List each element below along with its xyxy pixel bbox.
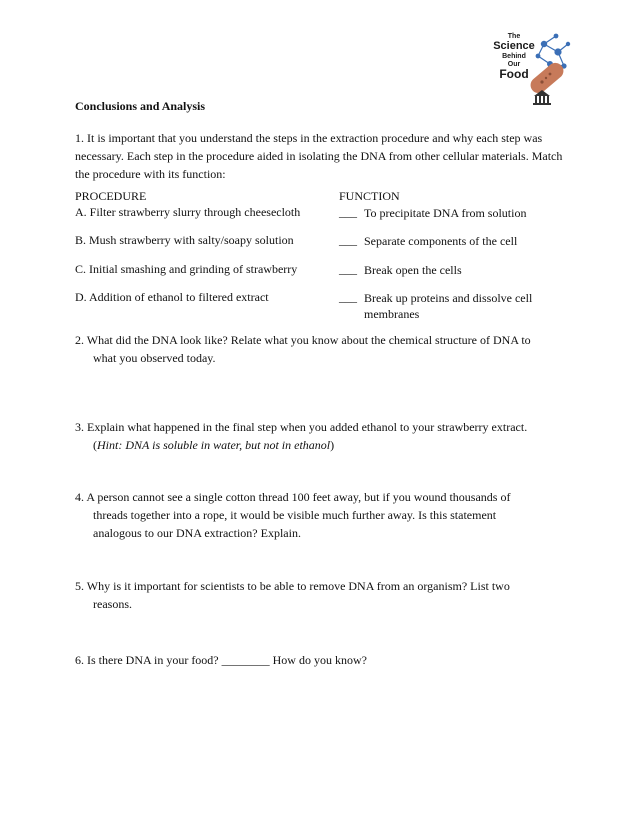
question-4-line-3: analogous to our DNA extraction? Explain. [93, 526, 301, 540]
logo-text-1: The [507, 33, 521, 40]
function-row-1 [339, 205, 574, 221]
function-text: To precipitate DNA from solution [364, 206, 527, 220]
procedure-b: B. Mush strawberry with salty/soapy solution [75, 233, 294, 247]
science-behind-our-food-logo [484, 22, 576, 114]
question-4 [75, 488, 575, 542]
hint-open-paren: ( [93, 438, 97, 452]
function-header: FUNCTION [339, 189, 400, 203]
answer-blank[interactable]: ___ [339, 233, 357, 247]
question-1-text: 1. It is important that you understand the steps in the extraction procedure and why each step was necessary. Each step in the procedure aided in isolating the DNA from other cellular materials. Match the procedure with its function: [75, 131, 563, 181]
question-2-line-2: what you observed today. [93, 351, 216, 365]
procedure-header: PROCEDURE [75, 189, 147, 203]
logo-text-3: Behind [502, 53, 526, 60]
hint-label: Hint [97, 438, 119, 452]
question-3-line-1: 3. Explain what happened in the final step when you added ethanol to your strawberry extract. [75, 420, 528, 434]
question-6 [75, 651, 575, 669]
section-heading: Conclusions and Analysis [75, 99, 206, 113]
question-4-line-2: threads together into a rope, it would be visible much further away. Is this statement [93, 508, 497, 522]
question-6-text: 6. Is there DNA in your food? ________ How do you know? [75, 653, 367, 667]
question-4-line-1: 4. A person cannot see a single cotton thread 100 feet away, but if you wound thousands of [75, 490, 511, 504]
function-row-2 [339, 233, 574, 249]
procedure-d: D. Addition of ethanol to filtered extract [75, 290, 269, 304]
logo-text-2: Science [493, 40, 535, 52]
function-text: Break up proteins and dissolve cell membranes [364, 291, 533, 321]
question-5-line-2: reasons. [93, 597, 132, 611]
question-2-line-1: 2. What did the DNA look like? Relate what you know about the chemical structure of DNA to [75, 333, 531, 347]
bacteria-icon [527, 60, 566, 97]
answer-blank[interactable]: ___ [339, 290, 357, 304]
logo-text-4: Our [507, 61, 521, 68]
function-row-3 [339, 262, 574, 278]
logo-text-5: Food [499, 67, 529, 81]
question-5 [75, 577, 575, 613]
answer-blank[interactable]: ___ [339, 205, 357, 219]
function-row-4 [339, 290, 574, 322]
question-3 [75, 418, 575, 454]
hint-text: : DNA is soluble in water, but not in ethanol [118, 438, 331, 452]
function-text: Break open the cells [364, 263, 462, 277]
function-text: Separate components of the cell [364, 234, 518, 248]
question-5-line-1: 5. Why is it important for scientists to be able to remove DNA from an organism? List two [75, 579, 510, 593]
question-3-hint [75, 436, 575, 454]
procedure-a: A. Filter strawberry slurry through cheesecloth [75, 205, 301, 219]
question-2 [75, 331, 575, 367]
procedure-c: C. Initial smashing and grinding of strawberry [75, 262, 298, 276]
hint-close-paren: ) [330, 438, 335, 452]
answer-blank[interactable]: ___ [339, 262, 357, 276]
